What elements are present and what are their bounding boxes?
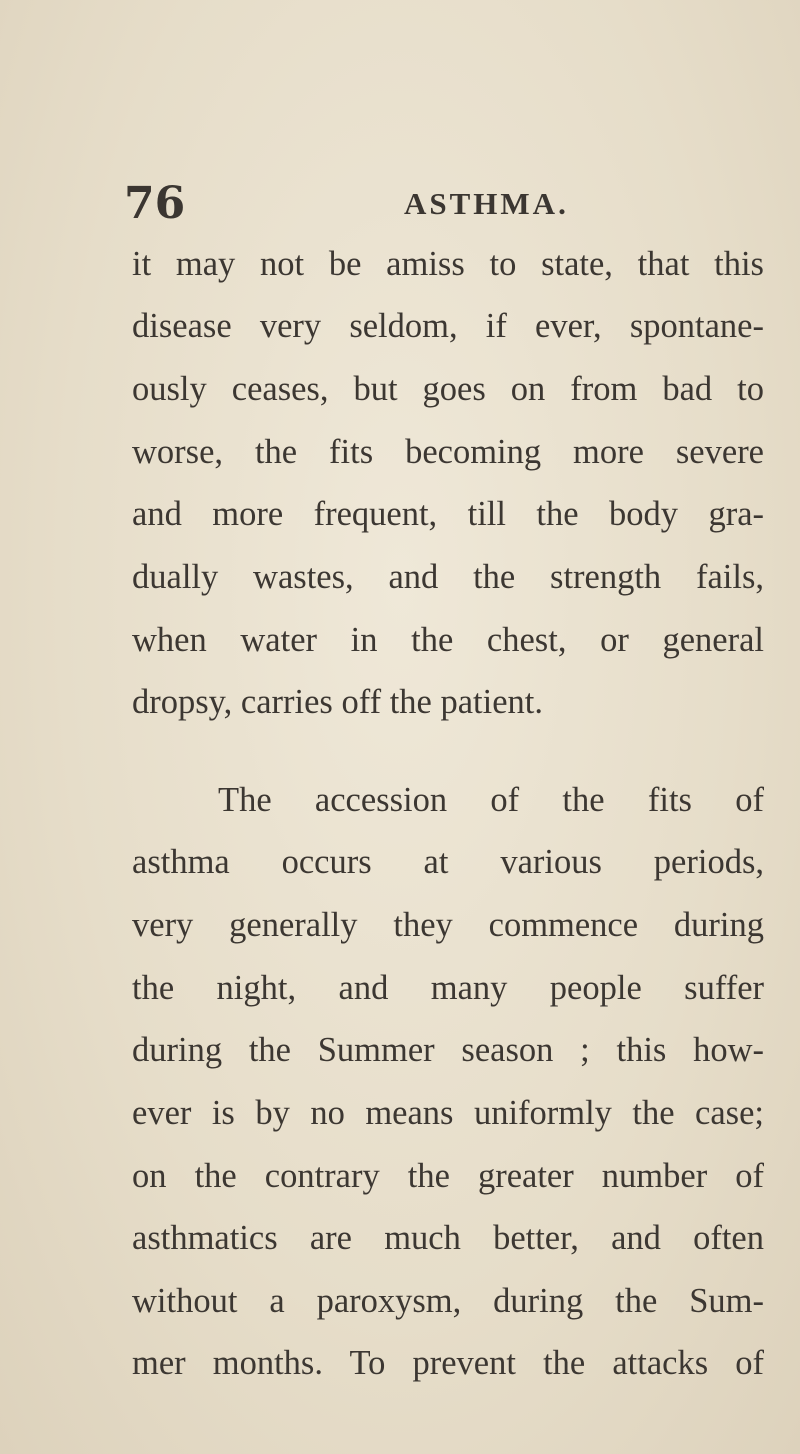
text-line: very generally they commence during <box>132 906 764 944</box>
text-line: asthma occurs at various periods, <box>132 843 764 881</box>
text-line: during the Summer season ; this how- <box>132 1031 764 1069</box>
text-line: disease very seldom, if ever, spontane- <box>132 307 764 345</box>
text-line: it may not be amiss to state, that this <box>132 245 764 283</box>
text-line: without a paroxysm, during the Sum- <box>132 1282 764 1320</box>
text-line: worse, the fits becoming more severe <box>132 433 764 471</box>
text-line: asthmatics are much better, and often <box>132 1219 764 1257</box>
text-line: and more frequent, till the body gra- <box>132 495 764 533</box>
text-line: the night, and many people suffer <box>132 969 764 1007</box>
text-line: dropsy, carries off the patient. <box>132 683 543 721</box>
running-title: ASTHMA. <box>404 186 569 221</box>
text-line: mer months. To prevent the attacks of <box>132 1344 764 1382</box>
text-line: on the contrary the greater number of <box>132 1157 764 1195</box>
text-line: dually wastes, and the strength fails, <box>132 558 764 596</box>
page-number: 76 <box>124 178 186 229</box>
text-line: ever is by no means uniformly the case; <box>132 1094 764 1132</box>
text-line: ously ceases, but goes on from bad to <box>132 370 764 408</box>
text-line: The accession of the fits of <box>218 781 764 819</box>
text-line: when water in the chest, or general <box>132 621 764 659</box>
